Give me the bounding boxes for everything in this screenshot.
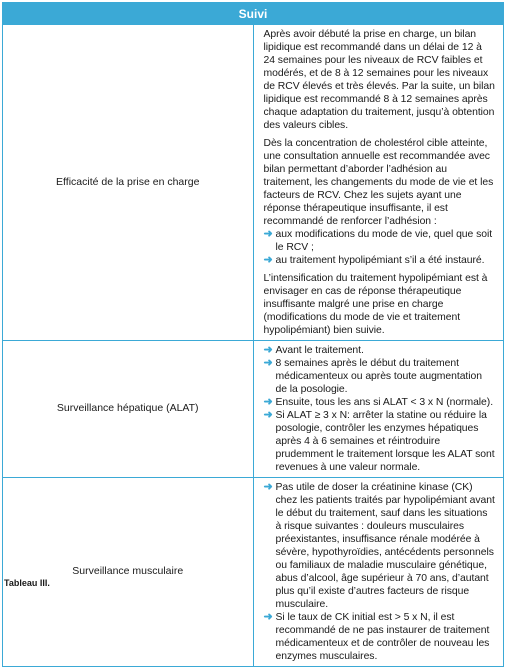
bullet-item <box>264 481 496 611</box>
bullet-item <box>264 396 496 409</box>
row-label-hepatique: Surveillance hépatique (ALAT) <box>3 341 254 478</box>
bullet-text: Avant le traitement. <box>275 345 364 356</box>
bullet-item <box>264 344 496 357</box>
arrow-right-icon: ➜ <box>263 611 273 623</box>
arrow-right-icon: ➜ <box>263 254 273 266</box>
bullet-item <box>264 611 496 663</box>
row-content-hepatique <box>253 341 504 478</box>
bullet-text: Ensuite, tous les ans si ALAT < 3 x N (normale). <box>275 397 494 408</box>
bullet-text: 8 semaines après le début du traitement médicamenteux ou après toute augmentation de la posologie. <box>275 358 482 395</box>
arrow-right-icon: ➜ <box>263 396 273 408</box>
bullet-text: Si ALAT ≥ 3 x N: arrêter la statine ou réduire la posologie, contrôler les enzymes hépatiques après 4 à 6 semaines et réintroduire prudemment le traitement lorsque les ALAT sont revenues à une valeur normale. <box>275 410 495 473</box>
table-row <box>3 478 504 667</box>
bullet-text: Si le taux de CK initial est > 5 x N, il est recommandé de ne pas instaurer de traitement médicamenteux et de contrôler de nouveau les enzymes musculaires. <box>275 612 490 662</box>
row-content-musculaire <box>253 478 504 667</box>
bullet-item <box>264 228 496 254</box>
follow-up-table <box>2 2 504 667</box>
paragraph-with-bullets <box>264 137 496 267</box>
paragraph: Dès la concentration de cholestérol cible atteinte, une consultation annuelle est recommandée avec bilan permettant d’aborder l’adhésion au traitement, les changements du mode de vie et les facteurs de RCV. Chez les sujets ayant une réponse thérapeutique insuffisante, il est recommandé de renforcer l’adhésion : <box>263 138 494 227</box>
arrow-right-icon: ➜ <box>263 481 273 493</box>
bullet-text: au traitement hypolipémiant s’il a été instauré. <box>275 255 485 266</box>
arrow-right-icon: ➜ <box>263 409 273 421</box>
follow-up-table-container <box>2 2 504 667</box>
bullet-item <box>264 254 496 267</box>
table-row <box>3 341 504 478</box>
row-content-efficacite <box>253 25 504 341</box>
table-caption: Tableau III. <box>4 578 50 588</box>
table-header: Suivi <box>3 3 504 25</box>
arrow-right-icon: ➜ <box>263 228 273 240</box>
row-label-efficacite: Efficacité de la prise en charge <box>3 25 254 341</box>
bullet-text: aux modifications du mode de vie, quel que soit le RCV ; <box>275 229 493 253</box>
row-label-musculaire: Surveillance musculaire <box>3 478 254 667</box>
arrow-right-icon: ➜ <box>263 357 273 369</box>
arrow-right-icon: ➜ <box>263 344 273 356</box>
bullet-item <box>264 409 496 474</box>
paragraph: Après avoir débuté la prise en charge, un bilan lipidique est recommandé dans un délai de 12 à 24 semaines pour les niveaux de RCV faibles et modérés, et de 8 à 12 semaines pour les niveaux de RCV élevés et très élevés. Par la suite, un bilan lipidique est recommandé 8 à 12 semaines après chaque adaptation du traitement, jusqu’à obtention des valeurs cibles. <box>263 29 495 131</box>
bullet-item <box>264 357 496 396</box>
bullet-text: Pas utile de doser la créatinine kinase (CK) chez les patients traités par hypolipémiant avant le début du traitement, sauf dans les situations à risque suivantes : douleurs musculaires préexistantes, insuffisance rénale modérée à sévère, hypothyroïdies, antécédents personnels ou familiaux de maladie musculaire génétique, abus d’alcool, âge supérieur à 70 ans, d’autant plus qu’il existe d’autres facteurs de risque musculaire. <box>275 482 495 610</box>
table-row <box>3 25 504 341</box>
paragraph: L’intensification du traitement hypolipémiant est à envisager en cas de réponse thérapeutique insuffisante malgré une prise en charge (modifications du mode de vie et traitement hypolipémiant) bien suivie. <box>263 273 488 336</box>
